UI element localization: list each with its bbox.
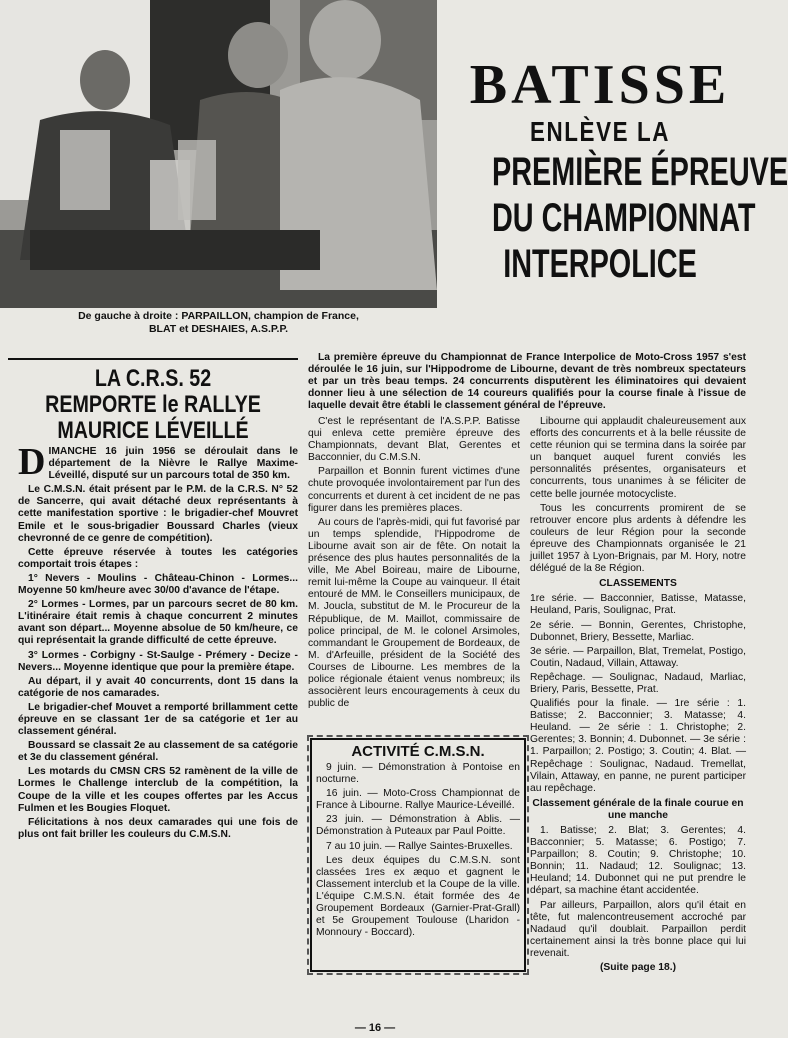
class-4: Repêchage. — Soulignac, Nadaud, Marliac, Briery, Paris, Bessette, Prat. (530, 671, 746, 695)
intro-text: La première épreuve du Championnat de France Interpolice de Moto-Cross 1957 s'est déroulée le 16 juin, sur l'Hippodrome de Libourne, devant de très nombreux spectateurs et par un très beau temps. 24 concurrents disputèrent les éliminatoires qui devaient donner lieu à une sélection de 14 coureurs qualifiés pour la course finale à l'issue de laquelle devait être établi le classement général de l'épreuve. (308, 352, 746, 412)
title-line-4: DU CHAMPIONNAT (492, 196, 756, 240)
photo-illustration (0, 0, 437, 308)
class-3: 3e série. — Parpaillon, Blat, Tremelat, Postigo, Coutin, Nadaud, Villain, Attaway. (530, 645, 746, 669)
middle-column (308, 416, 520, 712)
activite-p5: Les deux équipes du C.M.S.N. sont classées 1res ex æquo et gagnent le Classement interclub et la Coupe de la ville. L'équipe C.M.S.N. était formée des 4e Groupement Bordeaux (Garnier-Prat-Grall) et 5e Groupement Toulouse (Lharidon - Monnoury - Boccard). (316, 854, 520, 939)
article-title (450, 54, 788, 287)
intro (308, 352, 746, 414)
mid-p3: Au cours de l'après-midi, qui fut favorisé par un temps splendide, l'Hippodrome de Libourne avait son air de fête. On notait la présence des plus hautes personnalités de la ville, Me Abel Boireau, maire de Libourne, remit lui-même la Coupe au vainqueur. Il était entouré de MM. le Conseillers municipaux, de M. Joucla, substitut de M. le Procureur de la République, de M. Maillot, commissaire de police principal, de M. le colonel Arsimoles, commandant le Groupement de Bordeaux, de M. d'Arfeuille, président de la Société des Courses de Libourne. Les membres de la police régionale étaient venus nombreux; ils associèrent leurs encouragements à ceux du public de (308, 516, 520, 710)
crs-p5: 2° Lormes - Lormes, par un parcours secret de 80 km. L'itinéraire était remis à chaque concurrent 2 minutes avant son départ... Moyenne absolue de 50 km/heure, ce qui représentait la grande difficulté de cette épreuve. (18, 599, 298, 647)
caption-line-2: BLAT et DESHAIES, A.S.P.P. (148, 323, 289, 335)
crs-p6: 3° Lormes - Corbigny - St-Saulge - Prémery - Decize - Nevers... Moyenne identique que pour la première étape. (18, 649, 298, 673)
page-number: — 16 — (354, 1022, 396, 1034)
crs-p11: Félicitations à nos deux camarades qui une fois de plus ont fait briller les couleurs du C.M.S.N. (18, 816, 298, 840)
final-1: 1. Batisse; 2. Blat; 3. Gerentes; 4. Bacconnier; 5. Matasse; 6. Postigo; 7. Parpaillon; 8. Coutin; 9. Christophe; 10. Bonnin; 11. Nadaud; 12. Soulignac; 13. Heuland; 14. Dubonnet qui ne put prendre le départ, sa machine étant accidentée. (530, 825, 746, 897)
activite-p3: 23 juin. — Démonstration à Ablis. — Démonstration à Puteaux par Paul Poitte. (316, 814, 520, 838)
activite-p2: 16 juin. — Moto-Cross Championnat de France à Libourne. Rallye Maurice-Léveillé. (316, 788, 520, 812)
crs-p9: Boussard se classait 2e au classement de sa catégorie et 3e du classement général. (18, 740, 298, 764)
right-column (530, 416, 746, 974)
crs-article (18, 441, 298, 843)
title-line-1: BATISSE (469, 54, 731, 116)
crs-head-3: MAURICE LÉVEILLÉ (57, 417, 249, 444)
crs-p2: Le C.M.S.N. était présent par le P.M. de la C.R.S. N° 52 de Sancerre, qui avait détaché deux représentants à cette manifestation sportive : le brigadier-chef Mouvret Emile et le sous-brigadier Boussard Charles (vieux chevronné de ce genre de compétition). (18, 484, 298, 544)
title-line-3: PREMIÈRE ÉPREUVE (492, 150, 788, 194)
crs-headline (34, 366, 272, 444)
crs-head-1: LA C.R.S. 52 (94, 365, 212, 392)
crs-p10: Les motards du CMSN CRS 52 ramènent de la ville de Lormes le Challenge interclub de la compétition, la Coupe de la ville et les coupes offertes par les Accus Fulmen et les Bougies Floquet. (18, 766, 298, 814)
classements-title: CLASSEMENTS (599, 578, 677, 590)
activite-box (310, 738, 526, 972)
mid-p1: C'est le représentant de l'A.S.P.P. Batisse qui enleva cette première épreuve des Championnats, devant Blat, Gerentes et Bacconnier, du C.M.S.N. (308, 416, 520, 464)
class-1: 1re série. — Bacconnier, Batisse, Matasse, Heuland, Paris, Soulignac, Prat. (530, 593, 746, 617)
right-p1: Libourne qui applaudit chaleureusement aux efforts des concurrents et à la belle réussite de cette réunion qui se termina dans la soirée par un banquet auquel furent conviés les personnalités présentes, organisateurs et concurrents, tous unanimes à se féliciter de cette belle journée motocycliste. (530, 416, 746, 500)
title-line-2: ENLÈVE LA (529, 116, 671, 147)
activite-title: ACTIVITÉ C.M.S.N. (351, 743, 485, 760)
activite-p1: 9 juin. — Démonstration à Pontoise en nocturne. (316, 762, 520, 786)
drop-cap: D (18, 441, 46, 483)
crs-p7: Au départ, il y avait 40 concurrents, dont 15 dans la catégorie de nos camarades. (18, 675, 298, 699)
header-photo (0, 0, 437, 308)
photo-caption (0, 310, 437, 336)
final-2: Par ailleurs, Parpaillon, alors qu'il était en tête, fut malencontreusement accroché par Nadaud qu'il doublait. Parpaillon perdit certainement ainsi la très bonne place qui lui revenait. (530, 899, 746, 959)
title-line-5: INTERPOLICE (503, 242, 697, 286)
class-2: 2e série. — Bonnin, Gerentes, Christophe, Dubonnet, Briery, Bessette, Marliac. (530, 619, 746, 643)
crs-p1: IMANCHE 16 juin 1956 se déroulait dans le département de la Nièvre le Rallye Maxime-Léveillé, disputé sur un parcours total de 350 km. (48, 446, 298, 482)
caption-line-1: De gauche à droite : PARPAILLON, champion de France, (78, 310, 359, 322)
crs-p8: Le brigadier-chef Mouvet a remporté brillamment cette épreuve en se classant 1er de sa catégorie et 1er au classement général. (18, 701, 298, 738)
left-rule (8, 358, 298, 360)
class-5: Qualifiés pour la finale. — 1re série : 1. Batisse; 2. Bacconnier; 3. Matasse; 4. Heuland. — 2e série : 1. Christophe; 2. Gerentes; 3. Bonnin; 4. Dubonnet. — 3e série : 1. Parpaillon; 2. Postigo; 3. Coutin; 4. Blat. — Repêchage : Soulignac, Nadaud. Tremellat, Vilain, Attaway, en panne, ne purent participer au repêchage. (530, 698, 746, 794)
crs-head-2: REMPORTE le RALLYE (45, 391, 261, 418)
mid-p2: Parpaillon et Bonnin furent victimes d'une chute provoquée involontairement par l'un des concurrents et durent à cet incident de ne pas figurer dans les premières places. (308, 466, 520, 514)
crs-p4: 1° Nevers - Moulins - Château-Chinon - Lormes... Moyenne 50 km/heure avec 30/00 d'avance de l'étape. (18, 572, 298, 597)
activite-p4: 7 au 10 juin. — Rallye Saintes-Bruxelles. (326, 840, 513, 852)
crs-p3: Cette épreuve réservée à toutes les catégories comportait trois étapes : (18, 546, 298, 570)
final-title: Classement générale de la finale courue en une manche (532, 797, 744, 821)
suite-note: (Suite page 18.) (599, 962, 677, 974)
right-p2: Tous les concurrents promirent de se retrouver encore plus ardents à défendre les couleurs de leur Région pour la seconde épreuve des Championnats organisée le 21 juillet 1957 à Lyon-Brignais, par M. Hory, notre délégué de la 8e Région. (530, 502, 746, 575)
